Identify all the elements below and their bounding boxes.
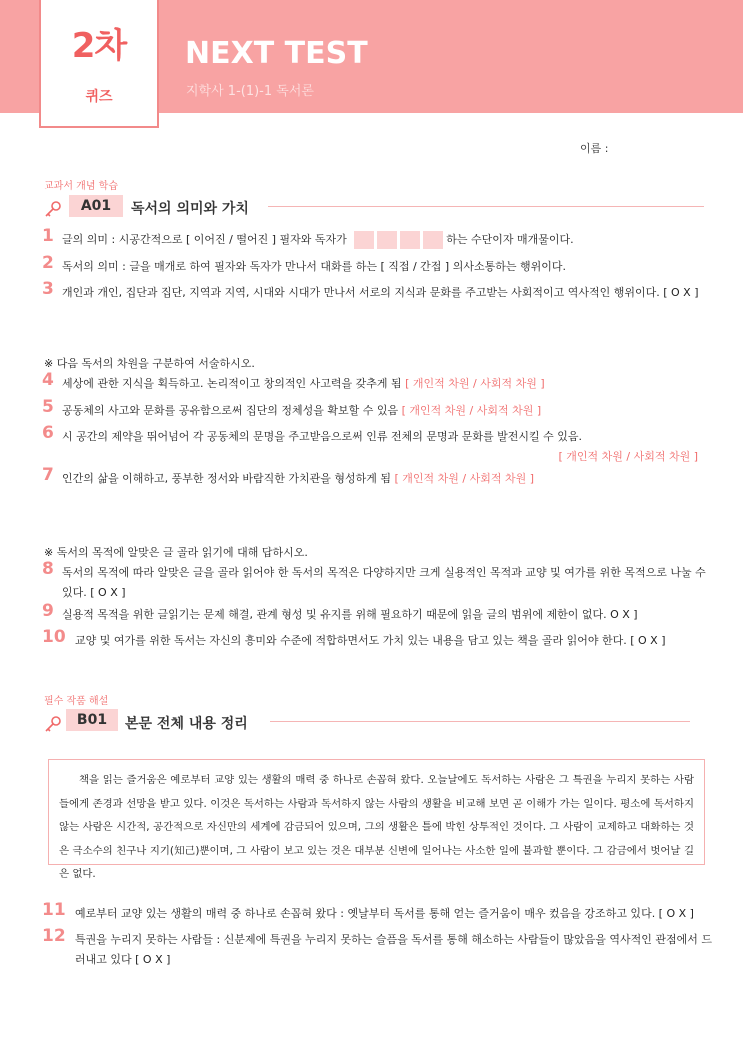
question-number: 7	[42, 465, 54, 485]
instruction-1: ※ 다음 독서의 차원을 구분하여 서술하시오.	[44, 357, 255, 370]
section-a-code: A01	[69, 195, 123, 217]
question-12	[42, 926, 712, 970]
question-text: 세상에 관한 지식을 획득하고. 논리적이고 창의적인 사고력을 갖추게 됨	[62, 377, 402, 390]
answer-blanks[interactable]	[354, 233, 446, 246]
section-b-divider	[270, 721, 690, 722]
question-text: 독서의 의미 : 글을 매개로 하여 필자와 독자가 만나서 대화를 하는 [ 직접 / 간접 ] 의사소통하는 행위이다.	[62, 260, 566, 273]
question-text: 실용적 목적을 위한 글읽기는 문제 해결, 관계 형성 및 유지를 위해 필요하기 때문에 읽을 글의 범위에 제한이 없다. O X ]	[62, 608, 638, 621]
choice-options[interactable]: [ 개인적 차원 / 사회적 차원 ]	[558, 450, 698, 463]
section-a-category: 교과서 개념 학습	[44, 181, 118, 192]
section-b-code: B01	[66, 709, 118, 731]
question-number: 4	[42, 370, 54, 390]
question-2	[42, 253, 712, 277]
question-text: 예로부터 교양 있는 생활의 매력 중 하나로 손꼽혀 왔다 : 옛날부터 독서를 통해 얻는 즐거움이 매우 컸음을 강조하고 있다. [ O X ]	[75, 907, 694, 920]
question-9	[42, 601, 712, 625]
passage-box: 책을 읽는 즐거움은 예로부터 교양 있는 생활의 매력 중 하나로 손꼽혀 왔다. 오늘날에도 독서하는 사람은 그 특권을 누리지 못하는 사람들에게 존경과 선망을 받고 있다. 이것은 독서하는 사람과 독서하지 않는 사람의 생활을 비교해 보면 곧 이해가 가는 일이다. 평소에 독서하지 않는 사람은 시간적, 공간적으로 자신만의 세계에 감금되어 있으며, 그의 생활은 틀에 박힌 상투적인 것이다. 그 사람이 교제하고 대화하는 것은 극소수의 친구나 지기(知己)뿐이며, 그 사람이 보고 있는 것은 대부분 신변에 일어나는 사소한 일에 불과할 뿐이다. 그 감금에서 벗어날 길은 없다.	[48, 759, 705, 865]
question-8	[42, 559, 712, 603]
key-icon	[44, 200, 62, 218]
question-text: 시 공간의 제약을 뛰어넘어 각 공동체의 문명을 주고받음으로써 인류 전체의 문명과 문화를 발전시킬 수 있음.	[62, 430, 582, 443]
badge-subtitle: 퀴즈	[85, 89, 113, 105]
question-number: 3	[42, 279, 54, 299]
question-number: 9	[42, 601, 54, 621]
key-icon	[44, 715, 62, 733]
question-text: 하는 수단이자 매개물이다.	[446, 233, 574, 246]
question-text: 개인과 개인, 집단과 집단, 지역과 지역, 시대와 시대가 만나서 서로의 지식과 문화를 주고받는 사회적이고 역사적인 행위이다. [ O X ]	[62, 286, 699, 299]
question-text: 교양 및 여가를 위한 독서는 자신의 흥미와 수준에 적합하면서도 가치 있는 내용을 담고 있는 책을 골라 읽어야 한다. [ O X ]	[75, 634, 666, 647]
section-a-divider	[268, 206, 704, 207]
question-3	[42, 279, 712, 303]
question-text: 특권을 누리지 못하는 사람들 : 신분제에 특권을 누리지 못하는 슬픔을 독서를 통해 해소하는 사람들이 많았음을 역사적인 관점에서 드러내고 있다 [ O X ]	[75, 933, 712, 966]
round-badge	[39, 0, 159, 128]
question-text: 인간의 삶을 이해하고, 풍부한 정서와 바람직한 가치관을 형성하게 됨	[62, 472, 391, 485]
choice-options[interactable]: [ 개인적 차원 / 사회적 차원 ]	[401, 404, 542, 417]
question-number: 2	[42, 253, 54, 273]
question-5	[42, 397, 712, 421]
section-b-title: 본문 전체 내용 정리	[125, 716, 248, 732]
name-label: 이름 :	[580, 142, 609, 155]
question-number: 10	[42, 627, 66, 647]
question-text: 독서의 목적에 따라 알맞은 글을 골라 읽어야 한 독서의 목적은 다양하지만 크게 실용적인 목적과 교양 및 여가를 위한 목적으로 나눌 수 있다. [ O X ]	[62, 566, 706, 599]
question-4	[42, 370, 712, 394]
badge-title: 2차	[71, 26, 127, 66]
section-b-category: 필수 작품 해설	[44, 696, 109, 707]
instruction-2: ※ 독서의 목적에 알맞은 글 골라 읽기에 대해 답하시오.	[44, 546, 308, 559]
choice-options[interactable]: [ 개인적 차원 / 사회적 차원 ]	[405, 377, 545, 390]
question-number: 1	[42, 226, 54, 246]
question-number: 11	[42, 900, 66, 920]
question-1	[42, 226, 712, 250]
choice-options[interactable]: [ 개인적 차원 / 사회적 차원 ]	[394, 472, 535, 485]
question-6	[42, 423, 712, 469]
question-10	[42, 627, 712, 651]
question-number: 6	[42, 423, 54, 443]
question-11	[42, 900, 712, 924]
test-subtitle: 지학사 1-(1)-1 독서론	[186, 84, 314, 99]
question-7	[42, 465, 712, 489]
question-number: 5	[42, 397, 54, 417]
test-title: NEXT TEST	[185, 36, 368, 71]
section-a-title: 독서의 의미와 가치	[131, 201, 249, 217]
question-text: 글의 의미 : 시공간적으로 [ 이어진 / 떨어진 ] 필자와 독자가	[62, 233, 347, 246]
question-text: 공동체의 사고와 문화를 공유함으로써 집단의 정체성을 확보할 수 있음	[62, 404, 399, 417]
question-number: 12	[42, 926, 66, 946]
question-number: 8	[42, 559, 54, 579]
